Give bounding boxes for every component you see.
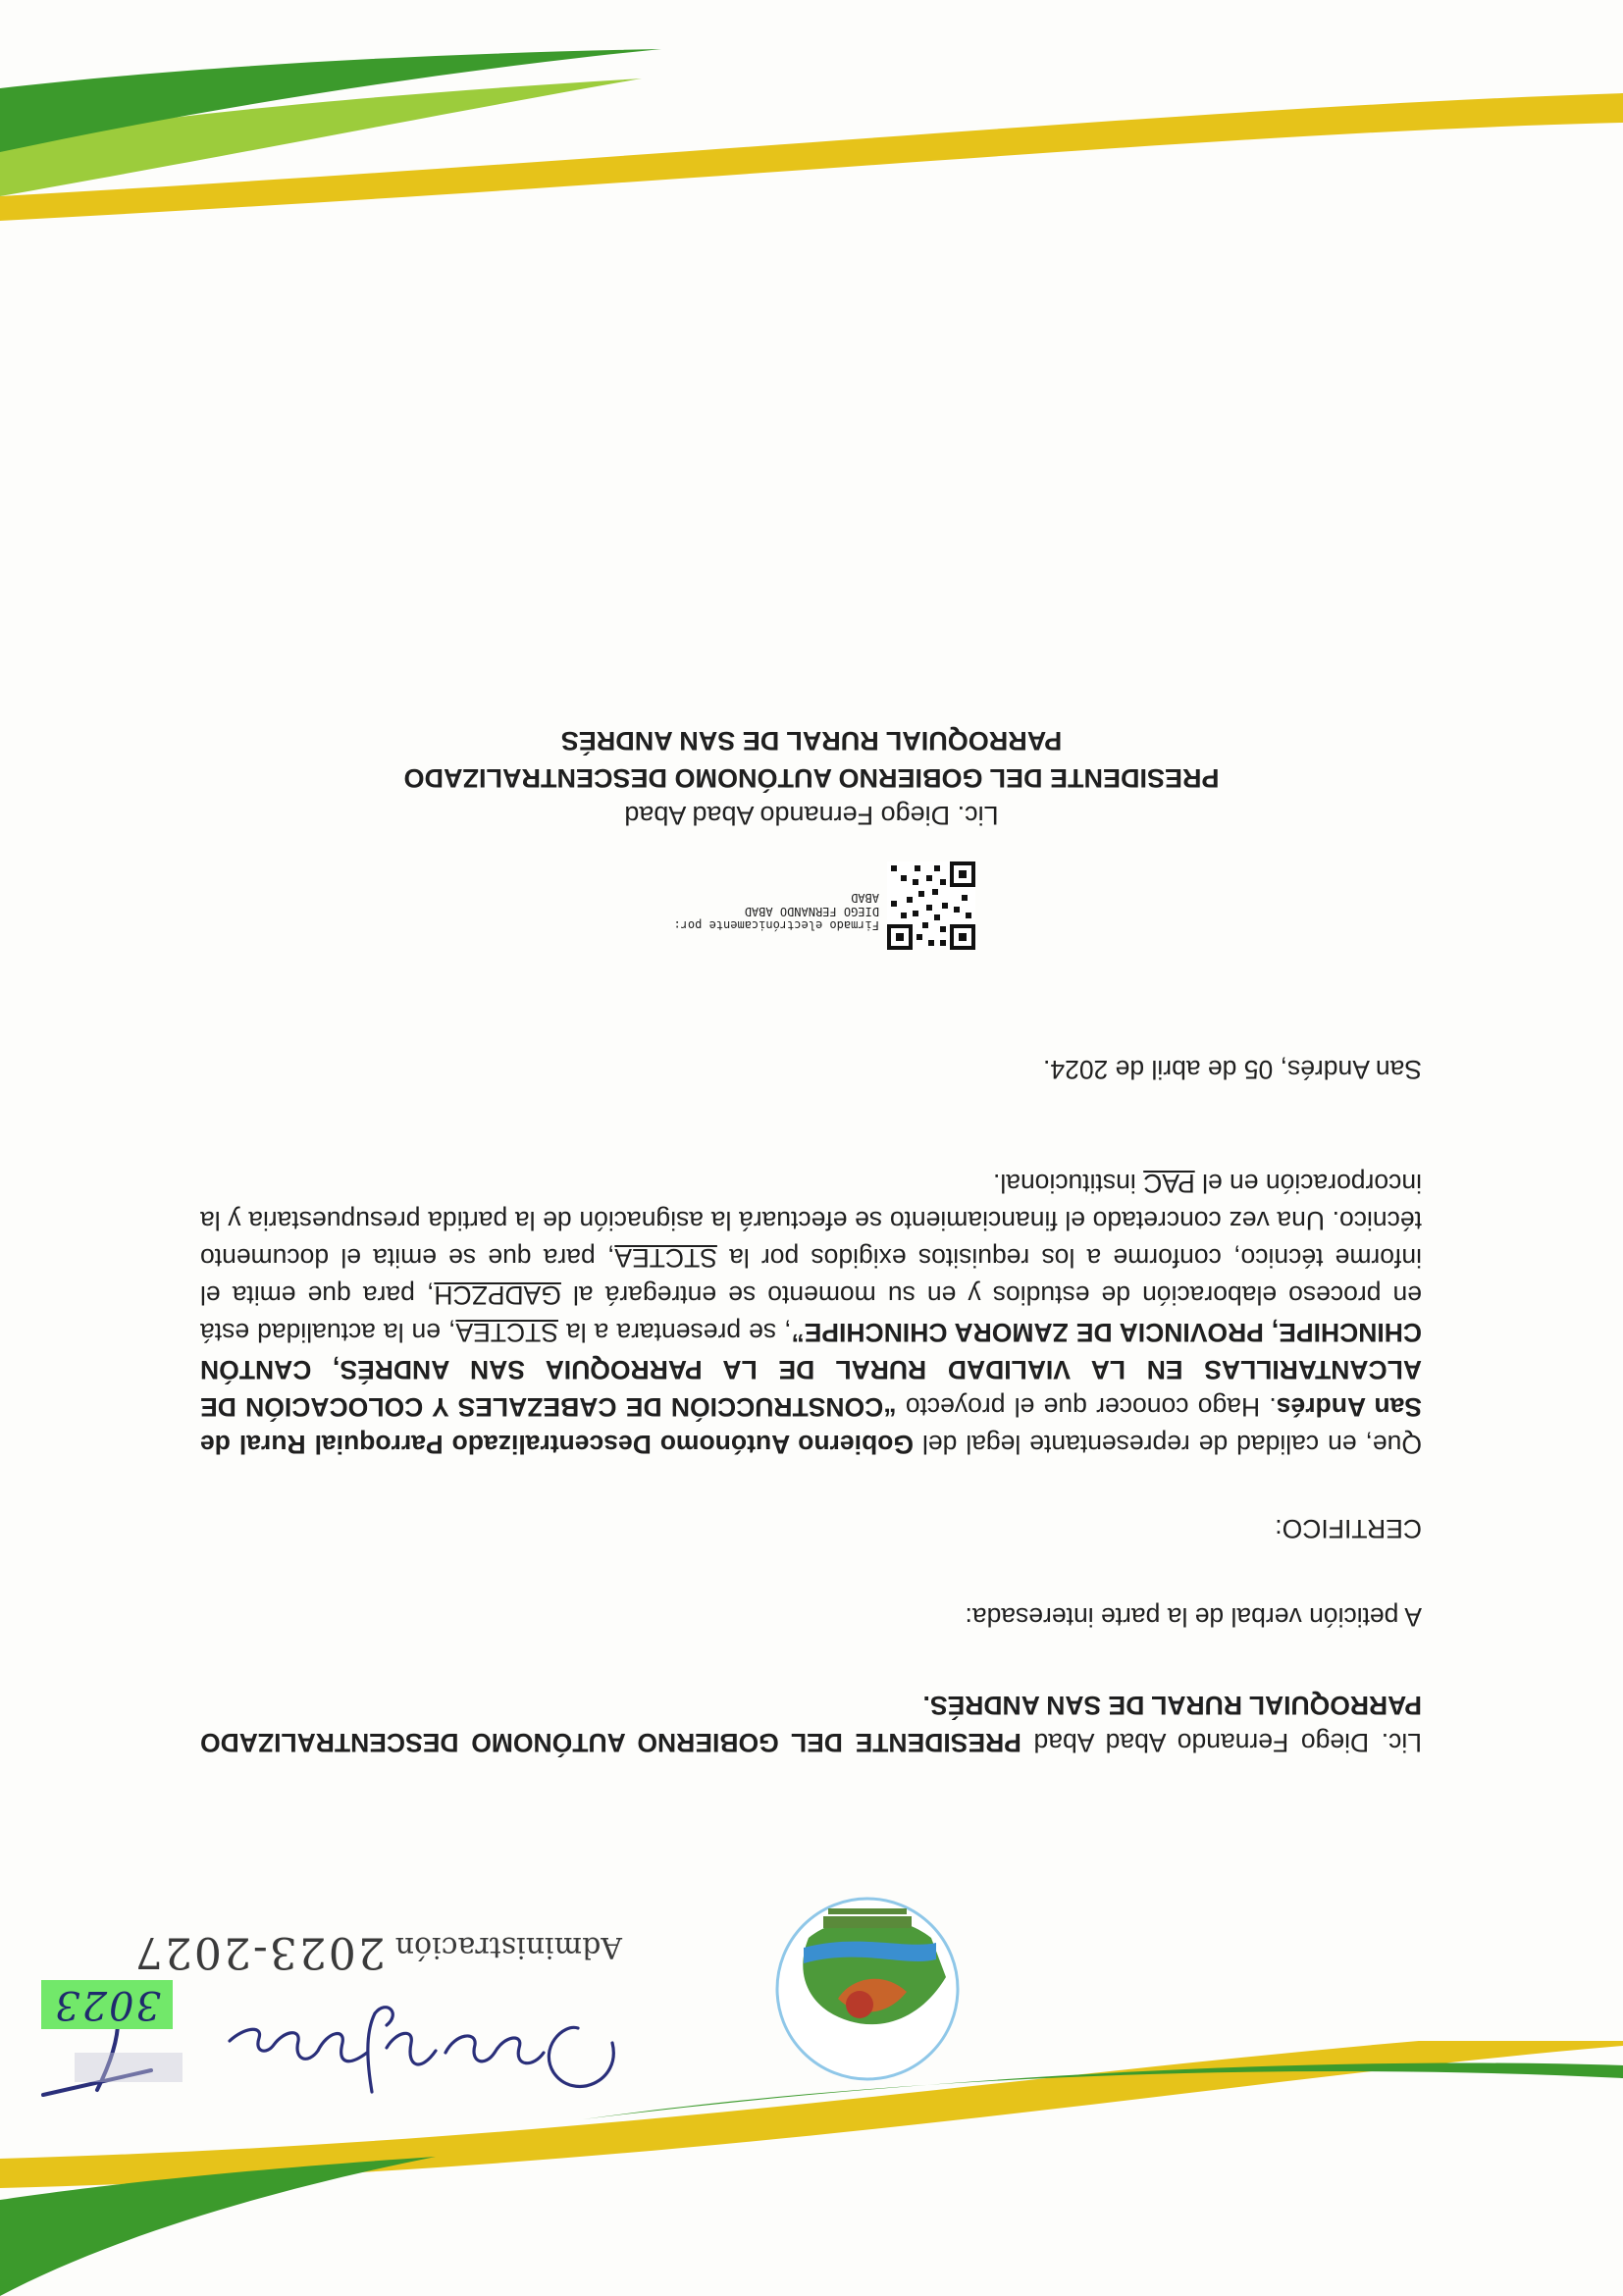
administration-word: Administración	[394, 1930, 622, 1964]
cert-entity: Gobierno Autónomo Descentralizado Parroquial Rural de San Andrés	[200, 1392, 1422, 1459]
cert-text-4: , en la actualidad está en proceso elaboración de estudios y en su momento se entregará al	[200, 1280, 1422, 1347]
cert-text-5: , para que emita el informe técnico, conforme a los requisitos exigidos por la	[200, 1243, 1422, 1310]
date-line: San Andrés, 05 de abril de 2024.	[1042, 1055, 1422, 1084]
administration-label	[133, 1927, 622, 1977]
administration-years: 2023-2027	[132, 1927, 386, 1977]
cert-text-7: institucional.	[992, 1169, 1136, 1198]
certification-paragraph	[200, 1165, 1422, 1463]
e-signature-line-3: ABAD	[851, 891, 879, 905]
issuer-name: Lic. Diego Fernando Abad Abad	[1033, 1728, 1422, 1757]
parish-logo	[759, 1894, 975, 2085]
issuer-title: PRESIDENTE DEL GOBIERNO AUTÓNOMO DESCENTRALIZADO PARROQUIAL RURAL DE SAN ANDRÉS.	[200, 1691, 1422, 1757]
e-signature-line-1: Firmado electrónicamente por:	[673, 918, 879, 932]
handwritten-signature	[210, 1994, 632, 2121]
cert-project: “CONSTRUCCIÓN DE CABEZALES Y COLOCACIÓN DE ALCANTARILLAS EN LA VIALIDAD RURAL DE LA PARROQUIA SAN ANDRÉS, CANTÓN CHINCHIPE, PROVINCIA DE ZAMORA CHINCHIPE”	[200, 1318, 1422, 1422]
cert-stctea-1: STCTEA	[455, 1318, 558, 1347]
signer-title-line-2: PARROQUIAL RURAL DE SAN ANDRÉS	[560, 726, 1063, 756]
document-body	[200, 992, 1422, 1761]
e-signature-line-2: DIEGO FERNANDO ABAD	[744, 905, 879, 918]
cert-text-3: , se presentara a la	[565, 1318, 792, 1347]
signer-title-line-1: PRESIDENTE DEL GOBIERNO AUTÓNOMO DESCENTRALIZADO	[403, 763, 1220, 793]
cert-gadpzch: GADPZCH	[434, 1280, 561, 1310]
issuer-paragraph	[200, 1687, 1422, 1761]
e-signature-text	[673, 891, 879, 932]
signer-name: Lic. Diego Fernando Abad Abad	[624, 801, 999, 830]
stamp-number: 3023	[41, 1980, 173, 2029]
signer-title	[0, 722, 1623, 797]
cert-text-2: . Hago conocer que el proyecto	[905, 1392, 1277, 1422]
certifico-heading: CERTIFICO:	[1275, 1514, 1422, 1543]
cert-text-6: , para que se emita el documento técnico. Una vez concretado el financiamiento se efectuará la asignación de la partida presupuestaria y la incorporación en el	[200, 1169, 1422, 1273]
footer-swoosh	[0, 0, 1623, 250]
cert-stctea-2: STCTEA	[614, 1243, 717, 1273]
request-line: A petición verbal de la parte interesada:	[965, 1602, 1422, 1632]
cert-pac: PAC	[1143, 1169, 1195, 1198]
qr-code-icon	[887, 861, 975, 950]
cert-text-1: Que, en calidad de representante legal del	[921, 1430, 1422, 1459]
